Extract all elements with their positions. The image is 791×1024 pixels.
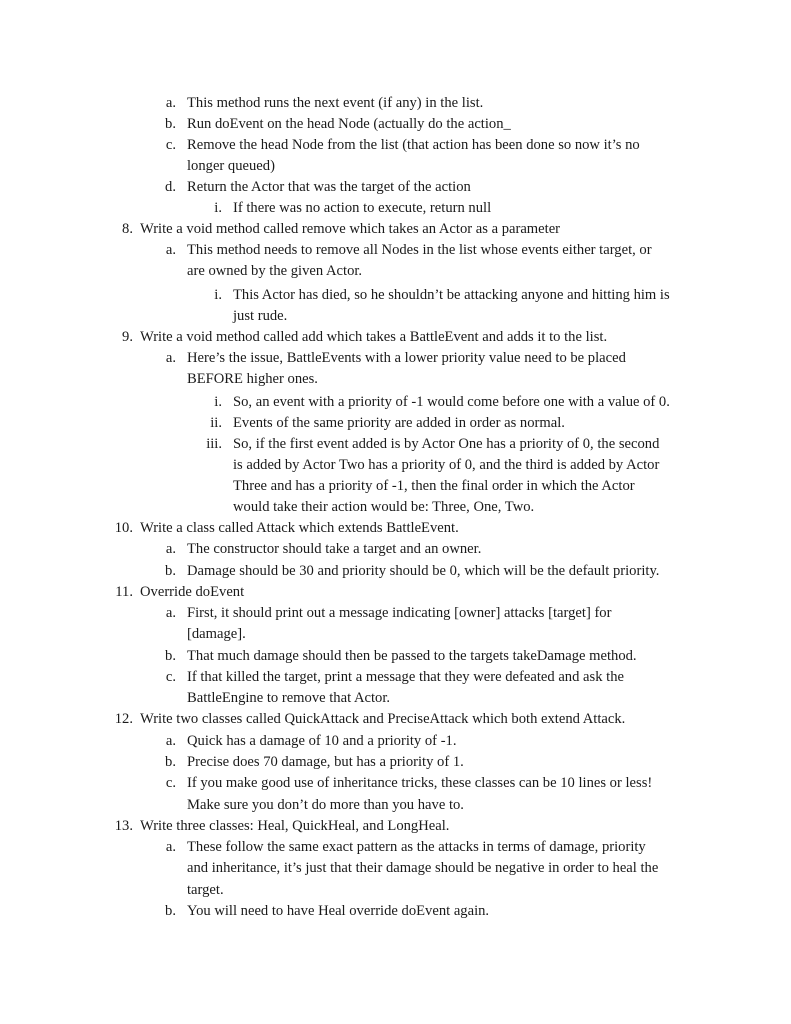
list-item-continuation — [0, 369, 791, 390]
list-marker: iii. — [206, 436, 222, 452]
list-item — [0, 434, 791, 455]
list-marker: a. — [165, 733, 176, 749]
list-marker: b. — [165, 903, 176, 919]
list-text: Write a void method called remove which takes an Actor as a parameter — [140, 221, 561, 237]
list-item — [0, 773, 791, 794]
list-item — [0, 198, 791, 219]
list-marker: b. — [165, 116, 176, 132]
numbered-item — [0, 709, 791, 730]
list-item — [0, 93, 791, 114]
list-marker: i. — [214, 394, 222, 410]
list-text: just rude. — [233, 308, 288, 324]
list-item-continuation — [0, 156, 791, 177]
list-item — [0, 348, 791, 369]
list-marker: a. — [165, 839, 176, 855]
list-text: is added by Actor Two has a priority of 0, and the third is added by Actor — [233, 457, 660, 473]
list-text: Return the Actor that was the target of the action — [187, 179, 471, 195]
list-text: Run doEvent on the head Node (actually do the action_ — [187, 116, 511, 132]
list-item — [0, 667, 791, 688]
list-marker: a. — [165, 350, 176, 366]
list-text: would take their action would be: Three, One, Two. — [233, 499, 535, 515]
list-text: target. — [187, 882, 224, 898]
list-item-continuation — [0, 455, 791, 476]
list-text: So, an event with a priority of -1 would come before one with a value of 0. — [233, 394, 670, 410]
list-marker: i. — [214, 287, 222, 303]
list-text: The constructor should take a target and an owner. — [187, 541, 482, 557]
list-text: Override doEvent — [140, 584, 245, 600]
list-item — [0, 646, 791, 667]
list-text: These follow the same exact pattern as the attacks in terms of damage, priority — [187, 839, 646, 855]
list-marker: 9. — [122, 329, 133, 345]
numbered-item — [0, 518, 791, 539]
list-item — [0, 392, 791, 413]
numbered-item — [0, 816, 791, 837]
list-item-continuation — [0, 880, 791, 901]
list-marker: c. — [165, 669, 176, 685]
list-marker: i. — [214, 200, 222, 216]
list-text: This Actor has died, so he shouldn’t be attacking anyone and hitting him is — [233, 287, 670, 303]
list-text: This method needs to remove all Nodes in the list whose events either target, or — [187, 242, 652, 258]
list-item — [0, 177, 791, 198]
list-marker: d. — [165, 179, 176, 195]
numbered-item — [0, 219, 791, 240]
list-item — [0, 114, 791, 135]
list-text: Precise does 70 damage, but has a priority of 1. — [187, 754, 464, 770]
list-item — [0, 285, 791, 306]
list-text: You will need to have Heal override doEvent again. — [187, 903, 490, 919]
list-text: Write two classes called QuickAttack and PreciseAttack which both extend Attack. — [140, 711, 626, 727]
list-marker: a. — [165, 95, 176, 111]
list-item-continuation — [0, 497, 791, 518]
list-item — [0, 561, 791, 582]
list-item — [0, 901, 791, 922]
list-text: are owned by the given Actor. — [187, 263, 363, 279]
list-marker: b. — [165, 648, 176, 664]
list-text: That much damage should then be passed to the targets takeDamage method. — [187, 648, 637, 664]
list-text: Damage should be 30 and priority should be 0, which will be the default priority. — [187, 563, 660, 579]
list-marker: 10. — [114, 520, 133, 536]
list-text: Here’s the issue, BattleEvents with a lower priority value need to be placed — [187, 350, 626, 366]
list-marker: 8. — [122, 221, 133, 237]
list-item — [0, 135, 791, 156]
list-item-continuation — [0, 795, 791, 816]
list-text: Remove the head Node from the list (that action has been done so now it’s no — [187, 137, 640, 153]
list-item-continuation — [0, 624, 791, 645]
list-text: If you make good use of inheritance tricks, these classes can be 10 lines or less! — [187, 775, 653, 791]
list-marker: a. — [165, 541, 176, 557]
list-marker: ii. — [210, 415, 222, 431]
list-text: Write a void method called add which takes a BattleEvent and adds it to the list. — [140, 329, 608, 345]
list-text: Make sure you don’t do more than you have to. — [187, 797, 464, 813]
list-item — [0, 603, 791, 624]
list-item-continuation — [0, 858, 791, 879]
list-text: Events of the same priority are added in order as normal. — [233, 415, 565, 431]
list-text: Write three classes: Heal, QuickHeal, and LongHeal. — [140, 818, 450, 834]
list-item — [0, 240, 791, 261]
list-item — [0, 413, 791, 434]
list-marker: 13. — [114, 818, 133, 834]
list-text: If that killed the target, print a message that they were defeated and ask the — [187, 669, 624, 685]
list-item — [0, 837, 791, 858]
list-text: [damage]. — [187, 626, 246, 642]
list-text: Three and has a priority of -1, then the final order in which the Actor — [233, 478, 635, 494]
list-item-continuation — [0, 688, 791, 709]
list-text: If there was no action to execute, return null — [233, 200, 492, 216]
list-item — [0, 731, 791, 752]
list-item-continuation — [0, 476, 791, 497]
list-text: BEFORE higher ones. — [187, 371, 318, 387]
list-text: and inheritance, it’s just that their damage should be negative in order to heal the — [187, 860, 659, 876]
list-text: Write a class called Attack which extends BattleEvent. — [140, 520, 459, 536]
list-marker: 11. — [115, 584, 133, 600]
list-item — [0, 752, 791, 773]
list-text: This method runs the next event (if any) in the list. — [187, 95, 484, 111]
numbered-item — [0, 327, 791, 348]
list-marker: c. — [165, 775, 176, 791]
list-marker: 12. — [114, 711, 133, 727]
list-marker: a. — [165, 242, 176, 258]
list-text: Quick has a damage of 10 and a priority of -1. — [187, 733, 457, 749]
list-marker: b. — [165, 754, 176, 770]
list-marker: c. — [165, 137, 176, 153]
list-text: longer queued) — [187, 158, 275, 174]
list-marker: a. — [165, 605, 176, 621]
list-item-continuation — [0, 261, 791, 282]
list-item — [0, 539, 791, 560]
list-text: So, if the first event added is by Actor One has a priority of 0, the second — [233, 436, 660, 452]
list-text: First, it should print out a message indicating [owner] attacks [target] for — [187, 605, 612, 621]
list-marker: b. — [165, 563, 176, 579]
numbered-item — [0, 582, 791, 603]
list-item-continuation — [0, 306, 791, 327]
list-text: BattleEngine to remove that Actor. — [187, 690, 391, 706]
